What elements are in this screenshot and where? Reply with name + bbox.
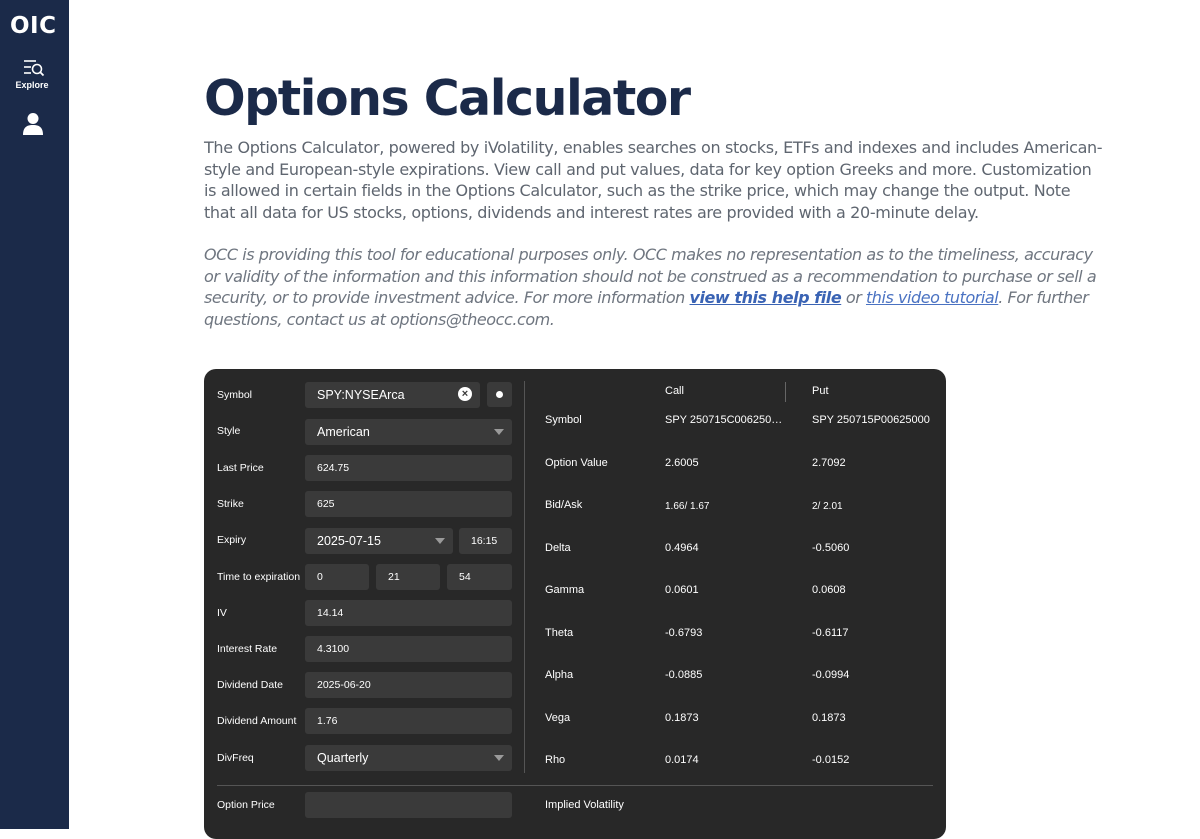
style-label: Style [217, 425, 241, 437]
video-tutorial-link[interactable]: this video tutorial [865, 288, 999, 308]
result-label-rho: Rho [545, 754, 566, 766]
result-label-delta: Delta [545, 542, 571, 554]
chevron-down-icon [494, 429, 504, 435]
last-price-input[interactable]: 624.75 [305, 455, 512, 481]
iv-input[interactable]: 14.14 [305, 600, 512, 626]
put-gamma: 0.0608 [812, 584, 846, 596]
call-option-value: 2.6005 [665, 457, 699, 469]
user-account-icon[interactable] [22, 112, 44, 141]
dividend-amount-label: Dividend Amount [217, 715, 297, 727]
put-option-value: 2.7092 [812, 457, 846, 469]
call-gamma: 0.0601 [665, 584, 699, 596]
put-symbol: SPY 250715P00625000 [812, 414, 930, 426]
intro-paragraph: The Options Calculator, powered by iVolatility, enables searches on stocks, ETFs and indexes and includes American-style and European-style expirations. View call and put values, data for key option Greeks and more. Customization is allowed in certain fields in the Options Calculator, such as the strike price, which may change the output. Note that all data for US stocks, options, dividends and interest rates are provided with a 20-minute delay. [204, 138, 1103, 223]
div-freq-select[interactable] [305, 745, 512, 771]
results-header-divider [785, 382, 786, 402]
chevron-down-icon [494, 755, 504, 761]
hours-input[interactable]: 21 [376, 564, 440, 590]
days-input[interactable]: 0 [305, 564, 369, 590]
explore-search-icon [18, 58, 46, 78]
interest-rate-label: Interest Rate [217, 643, 278, 655]
option-price-label: Option Price [217, 799, 275, 811]
page-title: Options Calculator [204, 70, 690, 127]
section-divider [217, 785, 933, 786]
minutes-input[interactable]: 54 [447, 564, 512, 590]
sidebar [0, 0, 69, 829]
last-price-label: Last Price [217, 462, 264, 474]
style-select[interactable] [305, 419, 512, 445]
result-label-option-value: Option Value [545, 457, 608, 469]
search-dot-icon [496, 391, 503, 398]
disclaimer-text-2: or [841, 288, 866, 308]
expiry-label: Expiry [217, 534, 247, 546]
time-to-expiration-label: Time to expiration [217, 571, 301, 583]
dividend-date-label: Dividend Date [217, 679, 283, 691]
options-calculator-panel [204, 369, 946, 839]
result-label-symbol: Symbol [545, 414, 582, 426]
implied-volatility-label: Implied Volatility [545, 799, 624, 811]
result-label-alpha: Alpha [545, 669, 574, 681]
interest-rate-input[interactable]: 4.3100 [305, 636, 512, 662]
chevron-down-icon [435, 538, 445, 544]
put-rho: -0.0152 [812, 754, 850, 766]
column-divider [524, 381, 525, 773]
call-symbol: SPY 250715C006250… [665, 414, 783, 426]
strike-input[interactable]: 625 [305, 491, 512, 517]
explore-button[interactable] [0, 58, 64, 90]
put-theta: -0.6117 [812, 627, 849, 639]
disclaimer-text-3: . For further questions, contact us at options@theocc.com. [204, 288, 1089, 330]
put-vega: 0.1873 [812, 712, 846, 724]
expiry-date-select[interactable] [305, 528, 453, 554]
result-label-vega: Vega [545, 712, 571, 724]
expiry-time-input[interactable]: 16:15 [459, 528, 512, 554]
clear-symbol-icon[interactable]: × [458, 387, 472, 401]
put-alpha: -0.0994 [812, 669, 850, 681]
symbol-input[interactable]: SPY:NYSEArca [305, 382, 480, 408]
call-theta: -0.6793 [665, 627, 703, 639]
strike-label: Strike [217, 498, 244, 510]
call-column-header: Call [665, 385, 684, 397]
result-label-bid-ask: Bid/Ask [545, 499, 583, 511]
expiry-date-value: 2025-07-15 [317, 534, 381, 548]
result-label-gamma: Gamma [545, 584, 585, 596]
option-price-input[interactable] [305, 792, 512, 818]
iv-label: IV [217, 607, 227, 619]
put-bid-ask: 2/ 2.01 [812, 501, 843, 512]
call-alpha: -0.0885 [665, 669, 703, 681]
call-bid-ask: 1.66/ 1.67 [665, 501, 710, 512]
explore-label: Explore [15, 80, 49, 90]
symbol-label: Symbol [217, 389, 253, 401]
call-vega: 0.1873 [665, 712, 699, 724]
call-rho: 0.0174 [665, 754, 699, 766]
call-delta: 0.4964 [665, 542, 699, 554]
put-delta: -0.5060 [812, 542, 850, 554]
dividend-amount-input[interactable]: 1.76 [305, 708, 512, 734]
put-column-header: Put [812, 385, 829, 397]
help-file-link[interactable]: view this help file [689, 288, 842, 308]
style-value: American [317, 425, 370, 439]
div-freq-value: Quarterly [317, 751, 369, 765]
disclaimer-paragraph [204, 244, 1104, 331]
result-label-theta: Theta [545, 627, 574, 639]
disclaimer-text-1: OCC is providing this tool for educational purposes only. OCC makes no representation as to the timeliness, accuracy or validity of the information and this information should not be construed as a recommendation to purchase or sell a security, or to provide investment advice. For more information [204, 245, 1097, 308]
oic-logo[interactable]: OIC [10, 13, 57, 39]
div-freq-label: DivFreq [217, 752, 254, 764]
dividend-date-input[interactable]: 2025-06-20 [305, 672, 512, 698]
symbol-search-button[interactable] [487, 382, 512, 407]
